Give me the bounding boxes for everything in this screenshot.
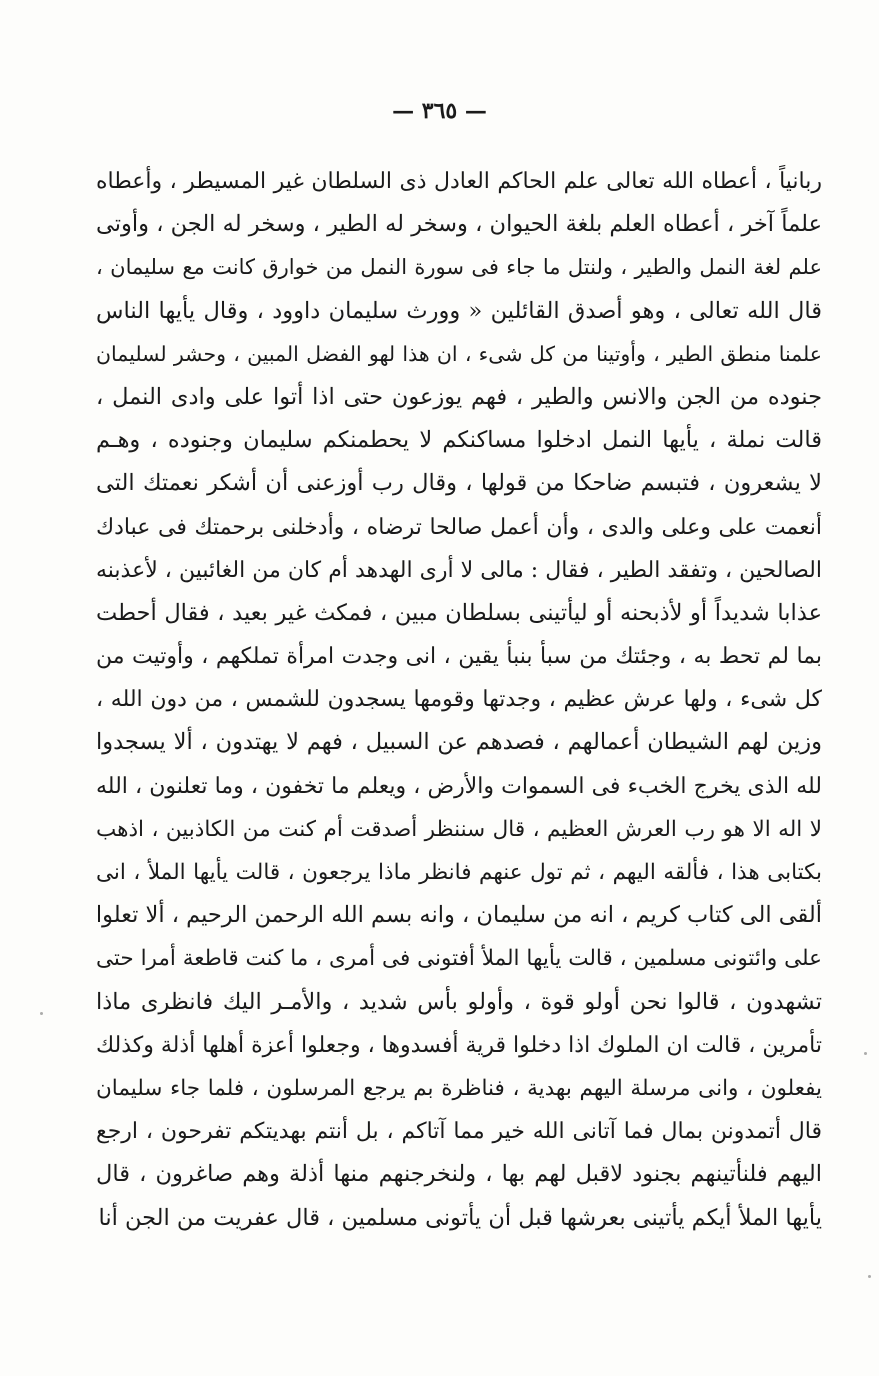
- text-line-21: تأمرين ، قالت ان الملوك اذا دخلوا قرية أفسدوها ، وجعلوا أعزة أهلها أذلة وكذلك: [96, 1032, 822, 1058]
- text-line-24: اليهم فلنأتينهم بجنود لاقبل لهم بها ، ولنخرجنهم منها أذلة وهم صاغرون ، قال: [96, 1161, 822, 1188]
- scan-speck: [864, 1052, 867, 1055]
- text-line-3: علم لغة النمل والطير ، ولنتل ما جاء فى سورة النمل من خوارق كانت مع سليمان ،: [96, 255, 822, 280]
- text-line-22: يفعلون ، وانى مرسلة اليهم بهدية ، فناظرة بم يرجع المرسلون ، فلما جاء سليمان: [96, 1075, 822, 1101]
- text-line-7: قالت نملة ، يأيها النمل ادخلوا مساكنكم لا يحطمنكم سليمان وجنوده ، وهـم: [96, 427, 822, 454]
- text-line-17: بكتابى هذا ، فألقه اليهم ، ثم تول عنهم فانظر ماذا يرجعون ، قالت يأيها الملأ ، انى: [96, 860, 822, 885]
- text-line-4: قال الله تعالى ، وهو أصدق القائلين « وورث سليمان داوود ، وقال يأيها الناس: [96, 297, 822, 324]
- text-line-20: تشهدون ، قالوا نحن أولو قوة ، وأولو بأس شديد ، والأمـر اليك فانظرى ماذا: [96, 988, 822, 1015]
- text-line-8: لا يشعرون ، فتبسم ضاحكا من قولها ، وقال رب أوزعنى أن أشكر نعمتك التى: [96, 470, 822, 497]
- page-number: — ٣٦٥ —: [392, 98, 487, 124]
- text-line-9: أنعمت على وعلى والدى ، وأن أعمل صالحا ترضاه ، وأدخلنى برحمتك فى عبادك: [96, 514, 822, 540]
- text-line-14: وزين لهم الشيطان أعمالهم ، فصدهم عن السبيل ، فهم لا يهتدون ، ألا يسجدوا: [96, 729, 822, 756]
- text-line-18: ألقى الى كتاب كريم ، انه من سليمان ، وانه بسم الله الرحمن الرحيم ، ألا تعلوا: [96, 902, 822, 929]
- text-line-16: لا اله الا هو رب العرش العظيم ، قال سننظر أصدقت أم كنت من الكاذبين ، اذهب: [96, 816, 822, 842]
- text-line-2: علماً آخر ، أعطاه العلم بلغة الحيوان ، وسخر له الطير ، وسخر له الجن ، وأوتى: [96, 211, 822, 238]
- text-line-23: قال أتمدونن بمال فما آتانى الله خير مما آتاكم ، بل أنتم بهديتكم تفرحون ، ارجع: [96, 1119, 822, 1145]
- scan-speck: [868, 1275, 871, 1278]
- text-line-13: كل شىء ، ولها عرش عظيم ، وجدتها وقومها يسجدون للشمس ، من دون الله ،: [96, 687, 822, 713]
- text-line-19: على وائتونى مسلمين ، قالت يأيها الملأ أفتونى فى أمرى ، ما كنت قاطعة أمرا حتى: [96, 946, 822, 972]
- scan-speck: [40, 1012, 43, 1015]
- text-line-6: جنوده من الجن والانس والطير ، فهم يوزعون حتى اذا أتوا على وادى النمل ،: [96, 383, 822, 410]
- text-line-25: يأيها الملأ أيكم يأتينى بعرشها قبل أن يأتونى مسلمين ، قال عفريت من الجن أنا: [98, 1204, 822, 1231]
- text-line-12: بما لم تحط به ، وجئتك من سبأ بنبأ يقين ، انى وجدت امرأة تملكهم ، وأوتيت من: [96, 644, 822, 670]
- text-line-10: الصالحين ، وتفقد الطير ، فقال : مالى لا أرى الهدهد أم كان من الغائبين ، لأعذبنه: [96, 557, 822, 583]
- text-line-15: لله الذى يخرج الخبء فى السموات والأرض ، ويعلم ما تخفون ، وما تعلنون ، الله: [96, 773, 822, 799]
- body-text: [96, 160, 822, 1240]
- text-line-5: علمنا منطق الطير ، وأوتينا من كل شىء ، ان هذا لهو الفضل المبين ، وحشر لسليمان: [96, 341, 822, 366]
- text-line-1: ربانياً ، أعطاه الله تعالى علم الحاكم العادل ذى السلطان غير المسيطر ، وأعطاه: [96, 169, 822, 194]
- text-line-11: عذابا شديداً أو لأذبحنه أو ليأتينى بسلطان مبين ، فمكث غير بعيد ، فقال أحطت: [96, 599, 822, 626]
